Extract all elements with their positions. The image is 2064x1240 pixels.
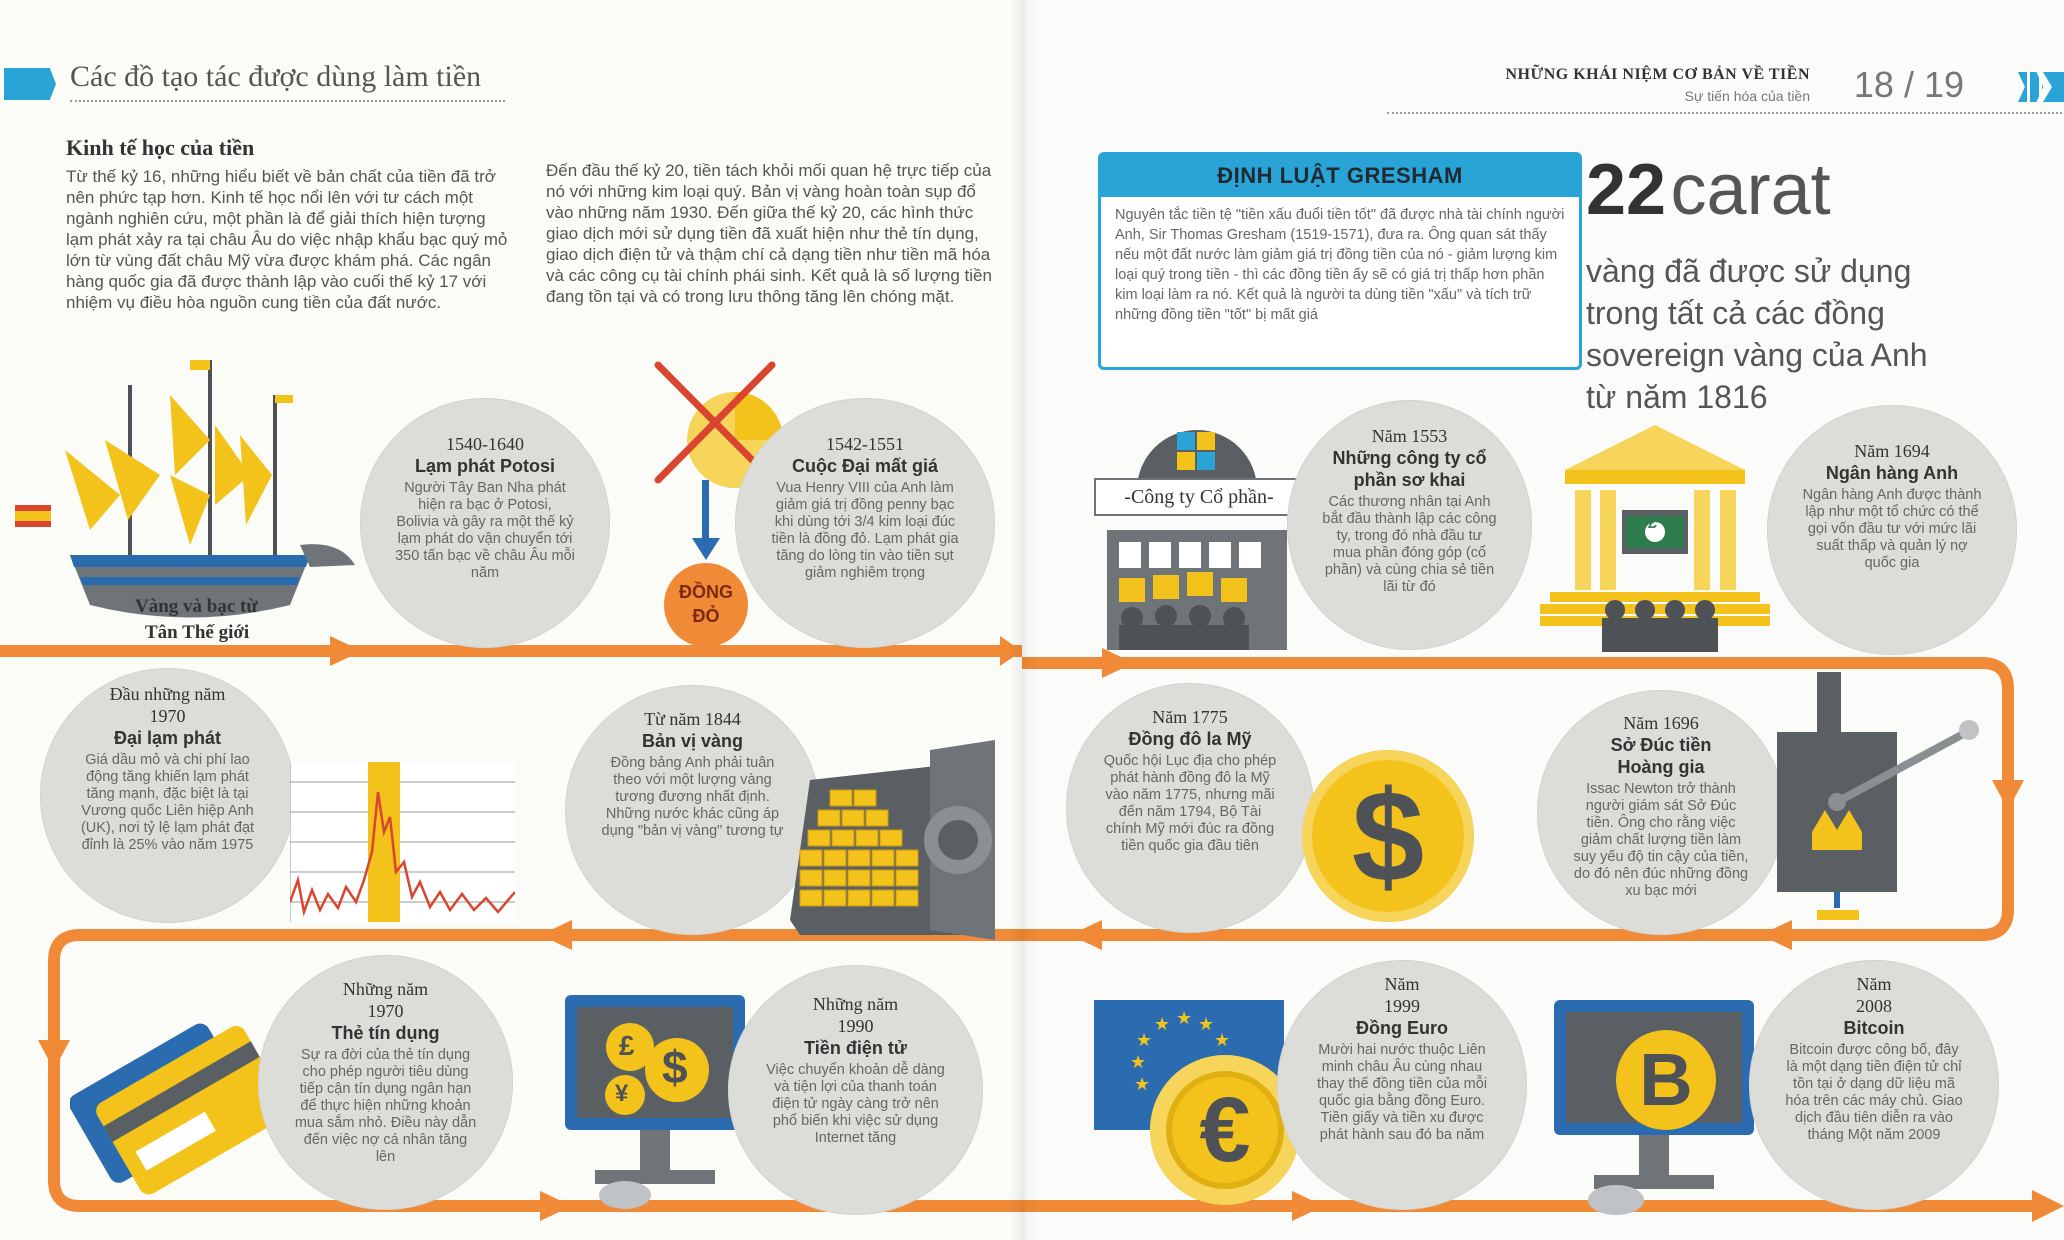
bank-of-england-illustration (1540, 420, 1770, 652)
dollar-icon-small: $ (662, 1041, 688, 1093)
credit-cards-illustration (70, 995, 280, 1205)
page-numbers: 18 / 19 (1853, 64, 1964, 105)
subheading: Kinh tế học của tiền (66, 135, 255, 160)
stat-unit: carat (1670, 150, 1831, 230)
stat-line-1: vàng đã được sử dụng (1586, 253, 1912, 289)
stat-line-4: từ năm 1816 (1586, 379, 1768, 415)
svg-text:★: ★ (1176, 1008, 1193, 1029)
intro-col-1: Từ thế kỷ 16, những hiểu biết về bản chất của tiền đã trở nên phức tạp hơn. Kinh tế học nổi lên với tư cách một ngành nghiên cứu, một phần là để giải thích hiện tượng lạm phát xảy ra tại châu Âu do việc nhập khẩu bạc quý mỏ lớn từ vùng đất châu Mỹ vừa được khám phá. Các ngân hàng quốc gia đã được thành lập vào cuối thế kỷ 17 với nhiệm vụ điều hòa nguồn cung tiền của đất nước. (66, 167, 508, 312)
stat-number: 22 (1586, 150, 1667, 230)
running-header-subtitle: Sự tiến hóa của tiền (1684, 88, 1810, 104)
euro-icon: € (1199, 1079, 1251, 1181)
svg-text:★: ★ (1154, 1014, 1171, 1035)
inflation-chart-illustration (290, 762, 515, 922)
event-us-dollar: Năm 1775 Đồng đô la Mỹ Quốc hội Lục địa cho phép phát hành đồng đô la Mỹ vào năm 1775, nhưng mãi đến năm 1794, Bộ Tài chính Mỹ mới đúc ra đồng tiền quốc gia đầu tiên (1066, 683, 1314, 933)
event-great-debasement: 1542-1551 Cuộc Đại mất giá Vua Henry VIII của Anh làm giảm giá trị đồng penny bạc khi dùng tới 3/4 kim loại đúc tiền là đồng đỏ. Lạm phát gia tăng do lòng tin vào tiền sụt giảm nghiêm trọng (735, 398, 995, 648)
yen-icon: ¥ (615, 1080, 629, 1107)
ship-caption-line-1: Vàng và bạc từ (135, 596, 258, 617)
event-credit-card: Những năm 1970 Thẻ tín dụng Sự ra đời của thẻ tín dụng cho phép người tiêu dùng tiếp cận tín dụng ngân hạn để thực hiện những khoản mua sắm nhỏ. Điều này dẫn đến việc nợ cá nhân tăng lên (258, 955, 513, 1210)
company-sign: -Công ty Cổ phần- (1094, 478, 1304, 516)
event-bitcoin: Năm 2008 Bitcoin Bitcoin được công bố, đây là một dạng tiền điện tử chỉ tồn tại ở dạng dữ liệu mã hóa trên các máy chủ. Giao dịch đầu tiên diễn ra vào tháng Một năm 2009 (1749, 960, 1999, 1210)
event-electronic-money: Những năm 1990 Tiền điện tử Việc chuyển khoản dễ dàng và tiện lợi của thanh toán điện tử ngày càng trở nên phổ biến khi việc sử dụng Internet tăng (728, 965, 983, 1215)
right-page (1022, 0, 2064, 1240)
svg-text:★: ★ (1214, 1030, 1231, 1051)
intro-col-2: Đến đầu thế kỷ 20, tiền tách khỏi mối quan hệ trực tiếp của nó với những kim loại quý. Bản vị vàng hoàn toàn sụp đổ vào những năm 1930. Đến giữa thế kỷ 20, các hình thức giao dịch mới sử dụng tiền đã xuất hiện như thẻ tín dụng, giao dịch điện tử và thậm chí cả dạng tiền như tiền mã hóa và các công cụ tài chính phái sinh. Kết quả là số lượng tiền đang tồn tại và có trong lưu thông tăng lên chóng mặt. (546, 161, 992, 306)
stat-line-2: trong tất cả các đồng (1586, 295, 1885, 331)
dollar-icon: $ (1351, 763, 1425, 909)
event-potosi: 1540-1640 Lạm phát Potosi Người Tây Ban Nha phát hiện ra bạc ở Potosi, Bolivia và gây ra một thế kỷ lạm phát do vận chuyển tới 350 tấn bạc về châu Âu mỗi năm (360, 398, 610, 648)
section-title: Các đồ tạo tác được dùng làm tiền (70, 60, 482, 93)
svg-text:★: ★ (1198, 1014, 1215, 1035)
joint-stock-company-illustration (1097, 420, 1297, 652)
svg-text:★: ★ (1130, 1052, 1147, 1073)
pound-icon: £ (619, 1030, 635, 1061)
banknote-pound-icon: £ (1648, 515, 1657, 532)
event-royal-mint: Năm 1696 Sở Đúc tiền Hoàng gia Issac Newton trở thành người giám sát Sở Đúc tiền. Ông cho rằng việc giảm chất lượng tiền làm suy yếu độ tin cậy của tiền, do đó nên đúc những đồng xu bạc mới (1537, 690, 1785, 935)
event-bank-of-england: Năm 1694 Ngân hàng Anh Ngân hàng Anh được thành lập như một tổ chức có thể gọi vốn đầu tư với mức lãi suất thấp và quản lý nợ quốc gia (1767, 405, 2017, 655)
bitcoin-icon: B (1639, 1038, 1693, 1121)
stat-line-3: sovereign vàng của Anh (1586, 337, 1928, 373)
gresham-box-text: Nguyên tắc tiền tệ "tiền xấu đuổi tiền tốt" đã được nhà tài chính người Anh, Sir Thomas Gresham (1519-1571), đưa ra. Ông quan sát thấy nếu một đất nước làm giảm giá trị đồng tiền của nó - giảm lượng kim loại quý trong tiền - thì các đồng tiền ấy sẽ có giá trị thấp hơn phần kim loại làm ra nó. Kết quả là người ta dùng tiền "xấu" và tích trữ những đồng tiền "tốt" bị mất giá (1115, 207, 1565, 323)
svg-text:★: ★ (1134, 1074, 1151, 1095)
event-joint-stock-companies: Năm 1553 Những công ty cổ phần sơ khai Các thương nhân tại Anh bắt đầu thành lập các công ty, trong đó nhà đầu tư mua phần đóng góp (cổ phần) và cùng chia sẻ tiền lãi từ đó (1287, 400, 1532, 650)
event-great-inflation: Đầu những năm 1970 Đại lạm phát Giá dầu mỏ và chi phí lao động tăng khiến lạm phát tăng mạnh, đặc biệt là tại Vương quốc Liên hiệp Anh (UK), nơi tỷ lệ lạm phát đạt đỉnh là 25% vào năm 1975 (40, 668, 295, 923)
red-coin-label: ĐỒNG ĐỎ (679, 582, 733, 626)
event-euro: Năm 1999 Đồng Euro Mười hai nước thuộc Liên minh châu Âu cùng nhau thay thế đồng tiền của mỗi quốc gia bằng đồng Euro. Tiền giấy và tiền xu được phát hành sau đó ba năm (1277, 960, 1527, 1210)
coin-press-illustration (1777, 672, 1987, 922)
gresham-box-title: ĐỊNH LUẬT GRESHAM (1101, 155, 1579, 197)
ship-caption-line-2: Tân Thế giới (145, 622, 250, 643)
event-gold-standard: Từ năm 1844 Bản vị vàng Đồng bảng Anh phải tuân theo với một lượng vàng tương đương nhất định. Những nước khác cũng áp dụng "bản vị vàng" tương tự (565, 685, 820, 935)
gold-vault-illustration (790, 740, 1022, 940)
left-page (0, 0, 1022, 1240)
running-header-title: NHỮNG KHÁI NIỆM CƠ BẢN VỀ TIỀN (1505, 66, 1810, 83)
svg-text:★: ★ (1136, 1030, 1153, 1051)
